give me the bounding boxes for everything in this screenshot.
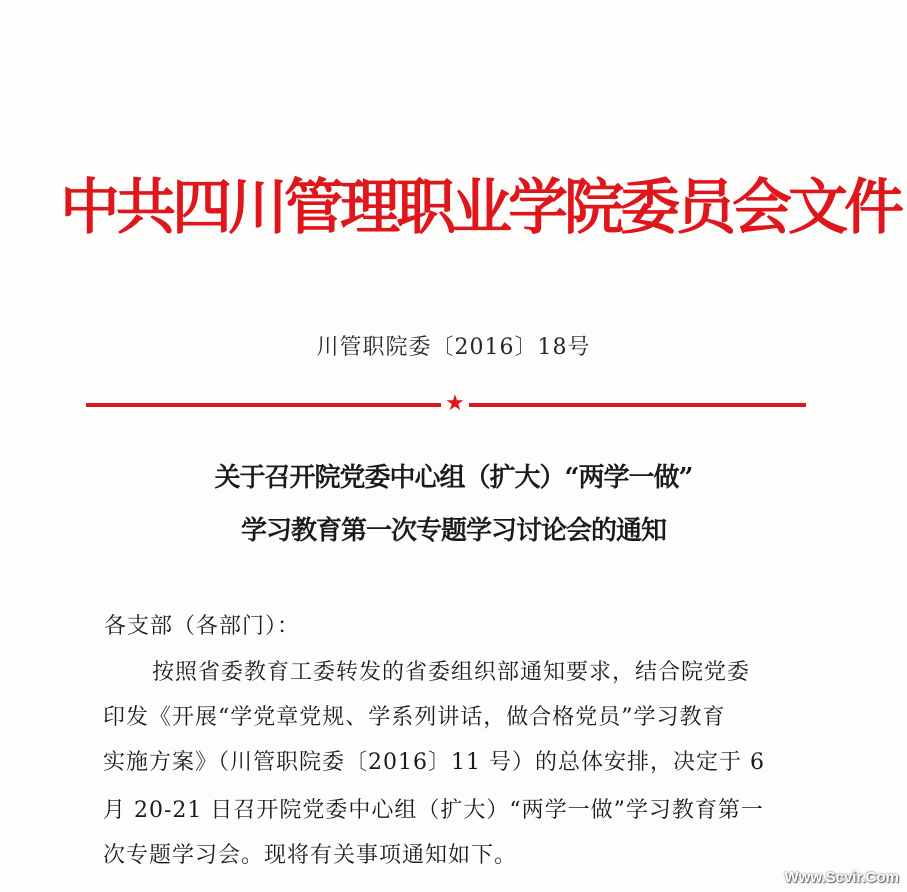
notice-title-line-1: 关于召开院党委中心组（扩大）“两学一做” [214, 463, 693, 493]
document-header-title: 中共四川管理职业学院委员会文件 [60, 173, 900, 243]
star-icon: ★ [445, 391, 465, 416]
notice-title-line-2: 学习教育第一次专题学习讨论会的通知 [240, 516, 666, 546]
body-line: 次专题学习会。现将有关事项通知如下。 [103, 843, 518, 868]
divider-line-right [469, 403, 806, 407]
site-watermark: Www.Scvir.Com [784, 869, 899, 886]
body-line: 月 20-21 日召开院党委中心组（扩大）“两学一做”学习教育第一 [103, 798, 764, 823]
document-number: 川管职院委〔2016〕18号 [316, 335, 591, 360]
red-divider [86, 391, 806, 416]
body-line: 印发《开展“学党章党规、学系列讲话，做合格党员”学习教育 [103, 705, 726, 730]
divider-line-left [86, 403, 441, 407]
body-line: 按照省委教育工委转发的省委组织部通知要求，结合院党委 [152, 660, 751, 685]
salutation: 各支部（各部门）： [104, 614, 301, 639]
body-line: 实施方案》（川管职院委〔2016〕11 号）的总体安排，决定于 6 [103, 750, 765, 775]
